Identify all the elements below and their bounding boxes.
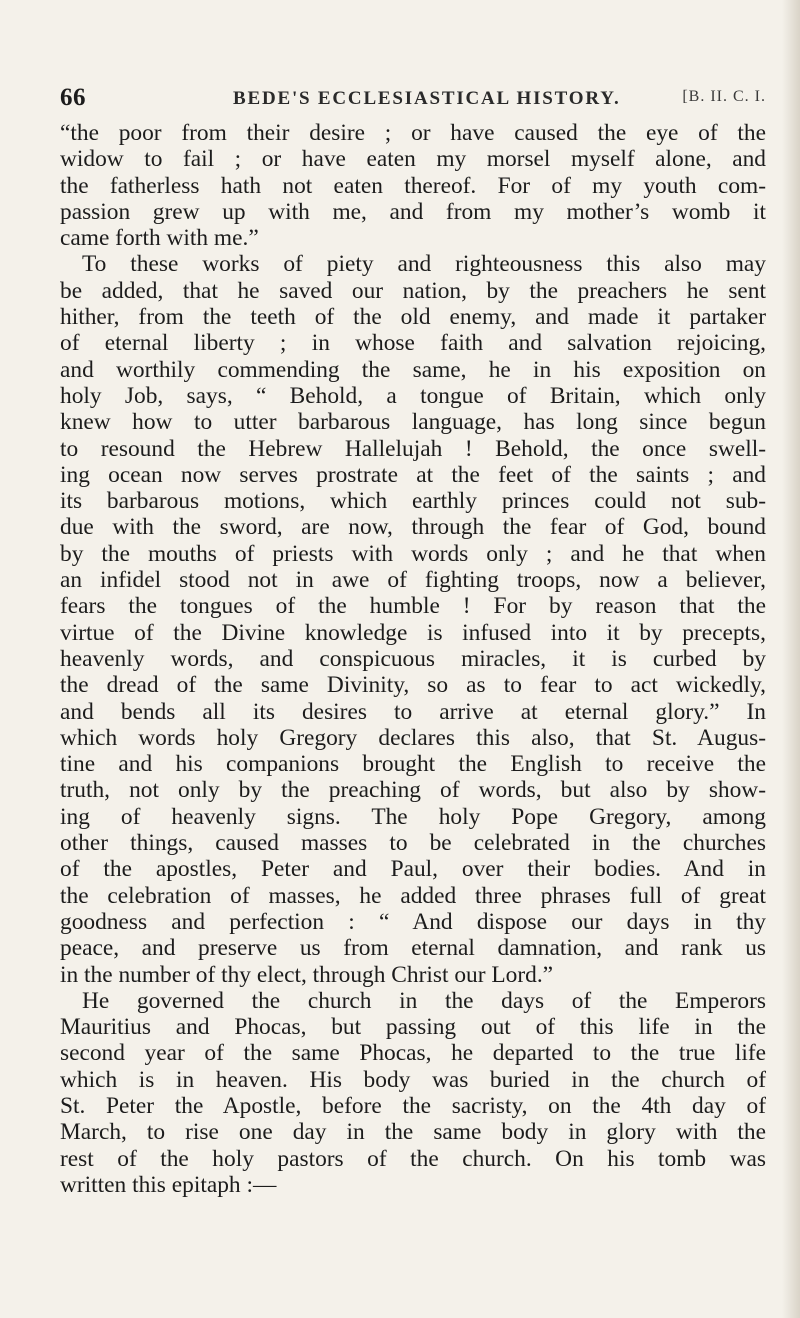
text-line: the celebration of masses, he added three phrases full of great xyxy=(60,882,766,909)
text-line: heavenly words, and conspicuous miracles, it is curbed by xyxy=(60,645,766,672)
text-line: of the apostles, Peter and Paul, over their bodies. And in xyxy=(60,856,766,883)
text-line: other things, caused masses to be celebrated in the churches xyxy=(60,830,766,857)
text-line: ing of heavenly signs. The holy Pope Gregory, among xyxy=(60,803,766,830)
text-line: tine and his companions brought the English to receive the xyxy=(60,751,766,778)
page-header xyxy=(60,84,766,114)
text-line: St. Peter the Apostle, before the sacristy, on the 4th day of xyxy=(60,1092,766,1119)
text-line: rest of the holy pastors of the church. On his tomb was xyxy=(60,1145,766,1172)
text-line: an infidel stood not in awe of fighting troops, now a believer, xyxy=(60,567,766,594)
text-line: knew how to utter barbarous language, has long since begun xyxy=(60,409,766,436)
text-line: goodness and perfection : “ And dispose our days in thy xyxy=(60,908,766,935)
text-line: be added, that he saved our nation, by the preachers he sent xyxy=(60,277,766,304)
section-reference: [B. II. C. I. xyxy=(682,88,766,105)
text-line: “the poor from their desire ; or have caused the eye of the xyxy=(60,120,766,146)
text-line: passion grew up with me, and from my mother’s womb it xyxy=(60,198,766,225)
text-line: virtue of the Divine knowledge is infused into it by precepts, xyxy=(60,619,766,646)
page-number: 66 xyxy=(60,84,86,111)
text-line: came forth with me.” xyxy=(60,225,259,252)
text-line: holy Job, says, “ Behold, a tongue of Britain, which only xyxy=(60,382,766,409)
text-line: peace, and preserve us from eternal damnation, and rank us xyxy=(60,935,766,962)
text-line: truth, not only by the preaching of words, but also by show- xyxy=(60,777,766,804)
body-text xyxy=(60,120,766,1198)
text-line: in the number of thy elect, through Christ our Lord.” xyxy=(60,961,554,988)
paragraph-first-line: To these works of piety and righteousness this also may xyxy=(82,251,766,278)
running-title: BEDE'S ECCLESIASTICAL HISTORY. xyxy=(233,88,621,109)
text-line: widow to fail ; or have eaten my morsel myself alone, and xyxy=(60,146,766,173)
text-line: of eternal liberty ; in whose faith and salvation rejoicing, xyxy=(60,330,766,357)
paragraph-first-line: He governed the church in the days of the Emperors xyxy=(82,987,766,1014)
text-line: hither, from the teeth of the old enemy, and made it partaker xyxy=(60,304,766,331)
text-line: second year of the same Phocas, he departed to the true life xyxy=(60,1040,766,1067)
text-line: to resound the Hebrew Hallelujah ! Behold, the once swell- xyxy=(60,435,766,462)
text-line: ing ocean now serves prostrate at the feet of the saints ; and xyxy=(60,461,766,488)
text-line: fears the tongues of the humble ! For by reason that the xyxy=(60,593,766,620)
text-line: which is in heaven. His body was buried in the church of xyxy=(60,1066,766,1093)
text-line: by the mouths of priests with words only ; and he that when xyxy=(60,540,766,567)
text-line: which words holy Gregory declares this also, that St. Augus- xyxy=(60,724,766,751)
text-line: Mauritius and Phocas, but passing out of this life in the xyxy=(60,1014,766,1041)
text-line: the dread of the same Divinity, so as to fear to act wickedly, xyxy=(60,672,766,699)
text-line: and worthily commending the same, he in his exposition on xyxy=(60,356,766,383)
text-line: March, to rise one day in the same body in glory with the xyxy=(60,1119,766,1146)
text-line: and bends all its desires to arrive at eternal glory.” In xyxy=(60,698,766,725)
text-line: due with the sword, are now, through the fear of God, bound xyxy=(60,514,766,541)
text-line: the fatherless hath not eaten thereof. For of my youth com- xyxy=(60,172,766,199)
text-line: its barbarous motions, which earthly princes could not sub- xyxy=(60,488,766,515)
text-line: written this epitaph :— xyxy=(60,1171,277,1198)
page-edge-shadow xyxy=(782,0,800,1318)
